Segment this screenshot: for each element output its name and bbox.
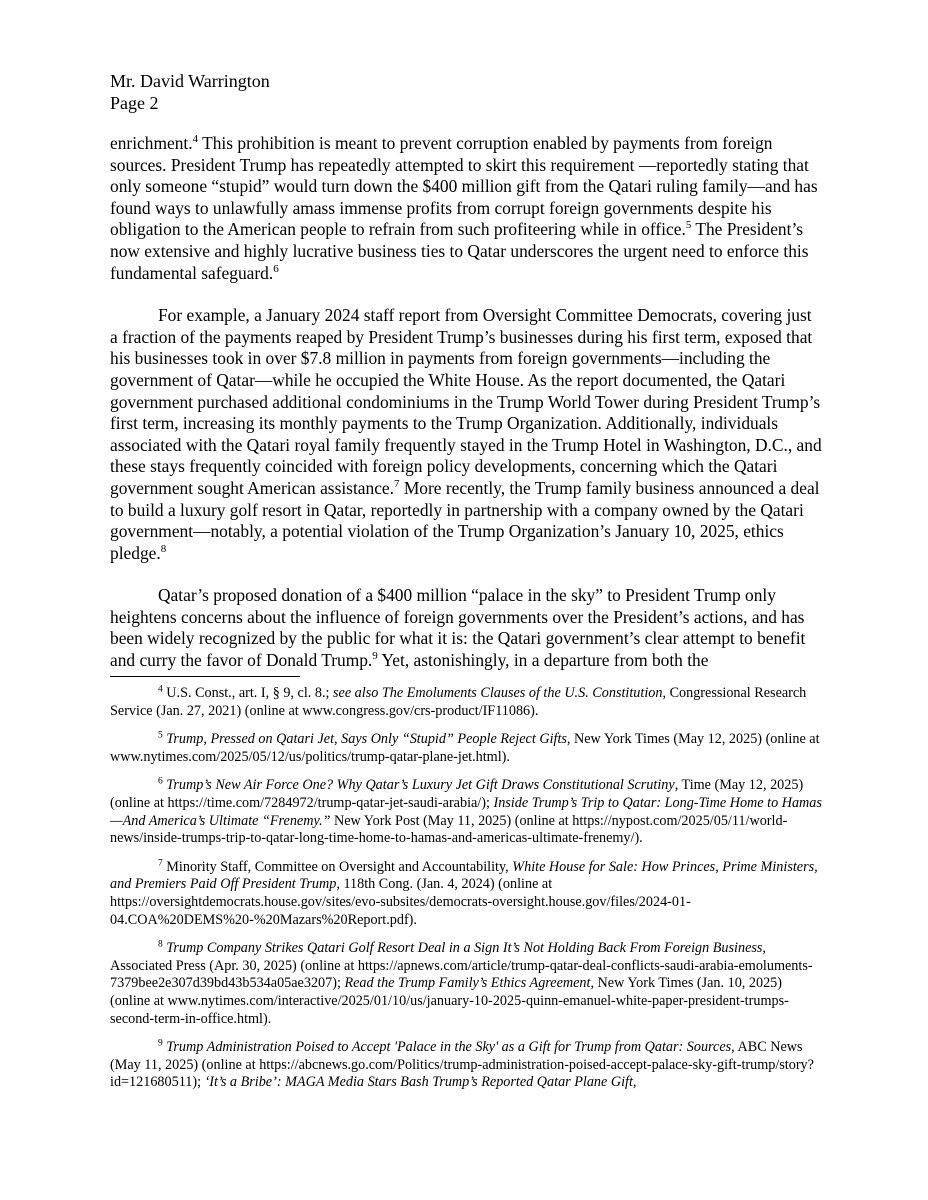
fn6-footnote-ref-6: 6 <box>158 776 163 787</box>
footnote-8 <box>110 940 822 1028</box>
footnote-5 <box>110 731 822 766</box>
body-paragraph-1 <box>110 133 822 284</box>
footnote-separator <box>110 676 300 677</box>
p2-text: For example, a January 2024 staff report from Oversight Committee Democrats, covering just a fraction of the payments reaped by President Trump’s businesses during his first term, exposed that his businesses took in over $7.8 million in payments from foreign governments—including the government of Qatar—while he occupied the White House. As the report documented, the Qatari government purchased additional condominiums in the Trump World Tower during President Trump’s first term, increasing its monthly payments to the Trump Organization. Additionally, individuals associated with the Qatari royal family frequently stayed in the Trump Hotel in Washington, D.C., and these stays frequently coincided with foreign policy developments, concerning which the Qatari government sought American assistance. <box>110 305 822 498</box>
fn6-text: , Time (May 12, 2025) (online at https://time.com/7284972/trump-qatar-jet-saudi-arabia/); <box>110 777 804 811</box>
fn6-italic-title: Inside Trump’s Trip to Qatar: Long-Time Home to Hamas—And America’s Ultimate “Frenemy.” <box>110 794 822 829</box>
p2-footnote-ref-7: 7 <box>393 478 400 491</box>
page-number-label: Page 2 <box>110 93 159 113</box>
footnote-4 <box>110 685 822 720</box>
fn5-text: , New York Times (May 12, 2025) (online at www.nytimes.com/2025/05/12/us/politics/trump-qatar-plane-jet.html). <box>110 731 820 765</box>
fn5-footnote-ref-5: 5 <box>158 730 163 741</box>
fn8-text: , New York Times (Jan. 10, 2025) (online at www.nytimes.com/interactive/2025/01/10/us/january-10-2025-quinn-emanuel-white-paper-president-trumps-second-term-in-office.html). <box>110 975 789 1027</box>
footnote-6 <box>110 777 822 847</box>
fn4-italic-title: see also The Emoluments Clauses of the U.S. Constitution <box>333 685 663 701</box>
p1-footnote-ref-5: 5 <box>685 219 692 232</box>
fn9-footnote-ref-9: 9 <box>158 1038 163 1049</box>
body-paragraph-2 <box>110 305 822 564</box>
fn4-text: , Congressional Research Service (Jan. 27, 2021) (online at www.congress.gov/crs-product/IF11086). <box>110 685 807 719</box>
p3-text: Yet, astonishingly, in a departure from both the <box>377 650 709 671</box>
fn8-italic-title: Read the Trump Family’s Ethics Agreement <box>344 975 591 992</box>
fn6-italic-title: Trump’s New Air Force One? Why Qatar’s Luxury Jet Gift Draws Constitutional Scrutiny <box>166 777 675 794</box>
p3-text: Qatar’s proposed donation of a $400 million “palace in the sky” to President Trump only heightens concerns about the influence of foreign governments over the President’s actions, and has been widely recognized by the public for what it is: the Qatari government’s clear attempt to benefit and curry the favor of Donald Trump. <box>110 585 806 671</box>
p1-footnote-ref-4: 4 <box>192 133 199 146</box>
fn7-text: Minority Staff, Committee on Oversight and Accountability, <box>162 858 513 875</box>
p1-text: enrichment. <box>110 133 193 153</box>
footnote-9 <box>110 1039 822 1092</box>
fn6-text: New York Post (May 11, 2025) (online at https://nypost.com/2025/05/11/world-news/inside-trumps-trip-to-qatar-long-time-home-to-hamas-and-americas-ultimate-frenemy/). <box>110 812 788 847</box>
p1-footnote-ref-6: 6 <box>273 262 279 275</box>
recipient-name: Mr. David Warrington <box>110 71 270 91</box>
fn7-text: , 118th Cong. (Jan. 4, 2024) (online at https://oversightdemocrats.house.gov/sites/evo-subsites/democrats-oversight.house.gov/files/2024-01-04.COA%20DEMS%20-%20Mazars%20Report.pdf). <box>110 876 691 928</box>
body-paragraph-3 <box>110 585 822 671</box>
footnote-7 <box>110 859 822 929</box>
p1-text: This prohibition is meant to prevent corruption enabled by payments from foreign sources. President Trump has repeatedly attempted to skirt this requirement —reportedly stating that only someone “stupid” would turn down the $400 million gift from the Qatari ruling family—and has found ways to unlawfully amass immense profits from corrupt foreign governments despite his obligation to the American people to refrain from such profiteering while in office. <box>110 133 818 240</box>
fn9-italic-title: ‘It’s a Bribe’: MAGA Media Stars Bash Trump’s Reported Qatar Plane Gift, <box>204 1074 637 1091</box>
fn8-text: , Associated Press (Apr. 30, 2025) (online at https://apnews.com/article/trump-qatar-deal-conflicts-saudi-arabia-emoluments-7379bee2e307d39bd43b534a05ae3207); <box>110 940 813 992</box>
fn9-italic-title: Trump Administration Poised to Accept 'Palace in the Sky' as a Gift for Trump from Qatar: Sources <box>166 1039 732 1056</box>
fn5-italic-title: Trump, Pressed on Qatari Jet, Says Only “Stupid” People Reject Gifts <box>166 731 567 748</box>
p2-text: More recently, the Trump family business announced a deal to build a luxury golf resort in Qatar, reportedly in partnership with a company owned by the Qatari government—notably, a potential violation of the Trump Organization’s January 10, 2025, ethics pledge. <box>110 477 820 563</box>
p3-footnote-ref-9: 9 <box>372 650 378 663</box>
p2-footnote-ref-8: 8 <box>160 542 167 555</box>
fn7-italic-title: White House for Sale: How Princes, Prime Ministers, and Premiers Paid Off President Trump <box>110 858 818 893</box>
letter-body <box>110 133 822 693</box>
page-header <box>110 70 270 114</box>
fn8-italic-title: Trump Company Strikes Qatari Golf Resort Deal in a Sign It’s Not Holding Back From Foreign Business <box>166 940 763 957</box>
fn7-footnote-ref-7: 7 <box>158 858 163 869</box>
fn9-text: , ABC News (May 11, 2025) (online at https://abcnews.go.com/Politics/trump-administration-poised-accept-palace-sky-gift-trump/story?id=121680511); <box>110 1039 814 1091</box>
fn8-footnote-ref-8: 8 <box>158 939 163 950</box>
fn4-footnote-ref-4: 4 <box>158 684 163 695</box>
footnotes-section <box>110 685 822 1103</box>
p1-text: The President’s now extensive and highly lucrative business ties to Qatar underscores the urgent need to enforce this fundamental safeguard. <box>110 219 809 283</box>
fn4-text: U.S. Const., art. I, § 9, cl. 8.; <box>162 685 333 701</box>
